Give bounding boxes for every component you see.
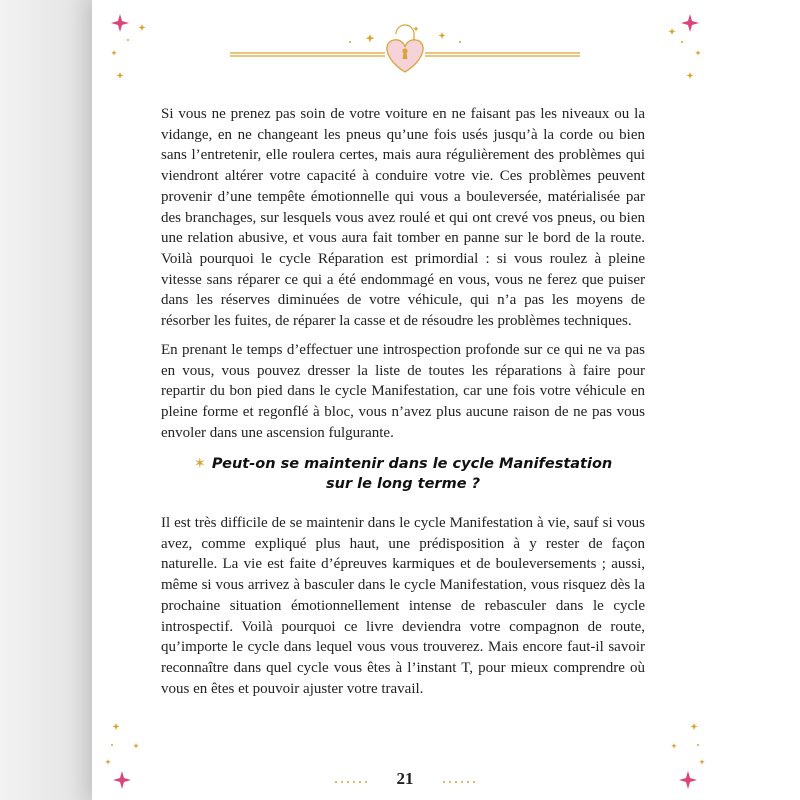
paragraph-manifestation [161, 513, 645, 699]
paragraph-reparation [161, 104, 645, 332]
sparkles-top-right [660, 6, 710, 86]
heading-line-1-text: Peut-on se maintenir dans le cycle Manifestation [211, 456, 613, 472]
paragraph-text: En prenant le temps d’effectuer une introspection profonde sur ce qui ne va pas en vous, vous pouvez dresser la liste de toutes les réparations à faire pour repartir du bon pied dans le cycle Manifestation, car une fois votre véhicule en pleine forme et regonflé à bloc, vous n’avez plus aucune raison de ne pas vous envoler dans une ascension fulgurante. [161, 342, 645, 441]
paragraph-text: Il est très difficile de se maintenir dans le cycle Manifestation à vie, sauf si vous avez, comme expliqué plus haut, une prédisposition à y rester de façon naturelle. La vie est faite d’épreuves karmiques et de bouleversements ; aussi, même si vous arrivez à basculer dans le cycle Manifestation, vous risquez dès la prochaine situation émotionnellement intense de rebasculer dans le cycle introspectif. Voilà pourquoi ce livre deviendra votre compagnon de route, qu’importe le cycle dans lequel vous vous trouverez. Mais encore faut-il savoir reconnaître dans quel cycle vous êtes à l’instant T, pour mieux comprendre où vous en êtes et pouvoir ajuster votre travail. [161, 515, 645, 697]
heart-lock-ornament [220, 20, 590, 80]
page-right-margin [718, 0, 800, 800]
page-number: 21 [396, 769, 414, 788]
book-spine-shadow [0, 0, 100, 800]
gold-sparkle-icon: ✶ [193, 456, 206, 472]
sparkles-top-left [100, 6, 150, 86]
paragraph-text: Si vous ne prenez pas soin de votre voiture en ne faisant pas les niveaux ou la vidange, en ne changeant les pneus qu’une fois usés jusqu’à la corde ou bien sans l’entretenir, elle roulera certes, mais aura régulièrement des problèmes qui viendront altérer votre capacité à conduire votre vie. Ces problèmes peuvent provenir d’une tempête émotionnelle qui vous a bouleversée, matérialisée par des branchages, sur lesquels vous avez roulé et qui ont crevé vos pneus, ou bien une relation abusive, et vous aura fait tomber en panne sur le bord de la route. Voilà pourquoi le cycle Réparation est primordial : si vous roulez à pleine vitesse sans réparer ce qui a été endommagé en vous, vous ne ferez que puiser dans les réserves diminuées de votre véhicule, qui n’a pas les moyens de résorber les fuites, de réparer la casse et de résoudre les problèmes techniques. [161, 106, 645, 330]
heading-line-2: sur le long terme ? [325, 476, 480, 492]
page-footer [330, 766, 480, 796]
heading-line-1 [161, 454, 645, 474]
sparkles-bottom-right [660, 715, 710, 795]
section-heading [161, 454, 645, 494]
sparkles-bottom-left [100, 715, 150, 795]
paragraph-introspection [161, 340, 645, 444]
